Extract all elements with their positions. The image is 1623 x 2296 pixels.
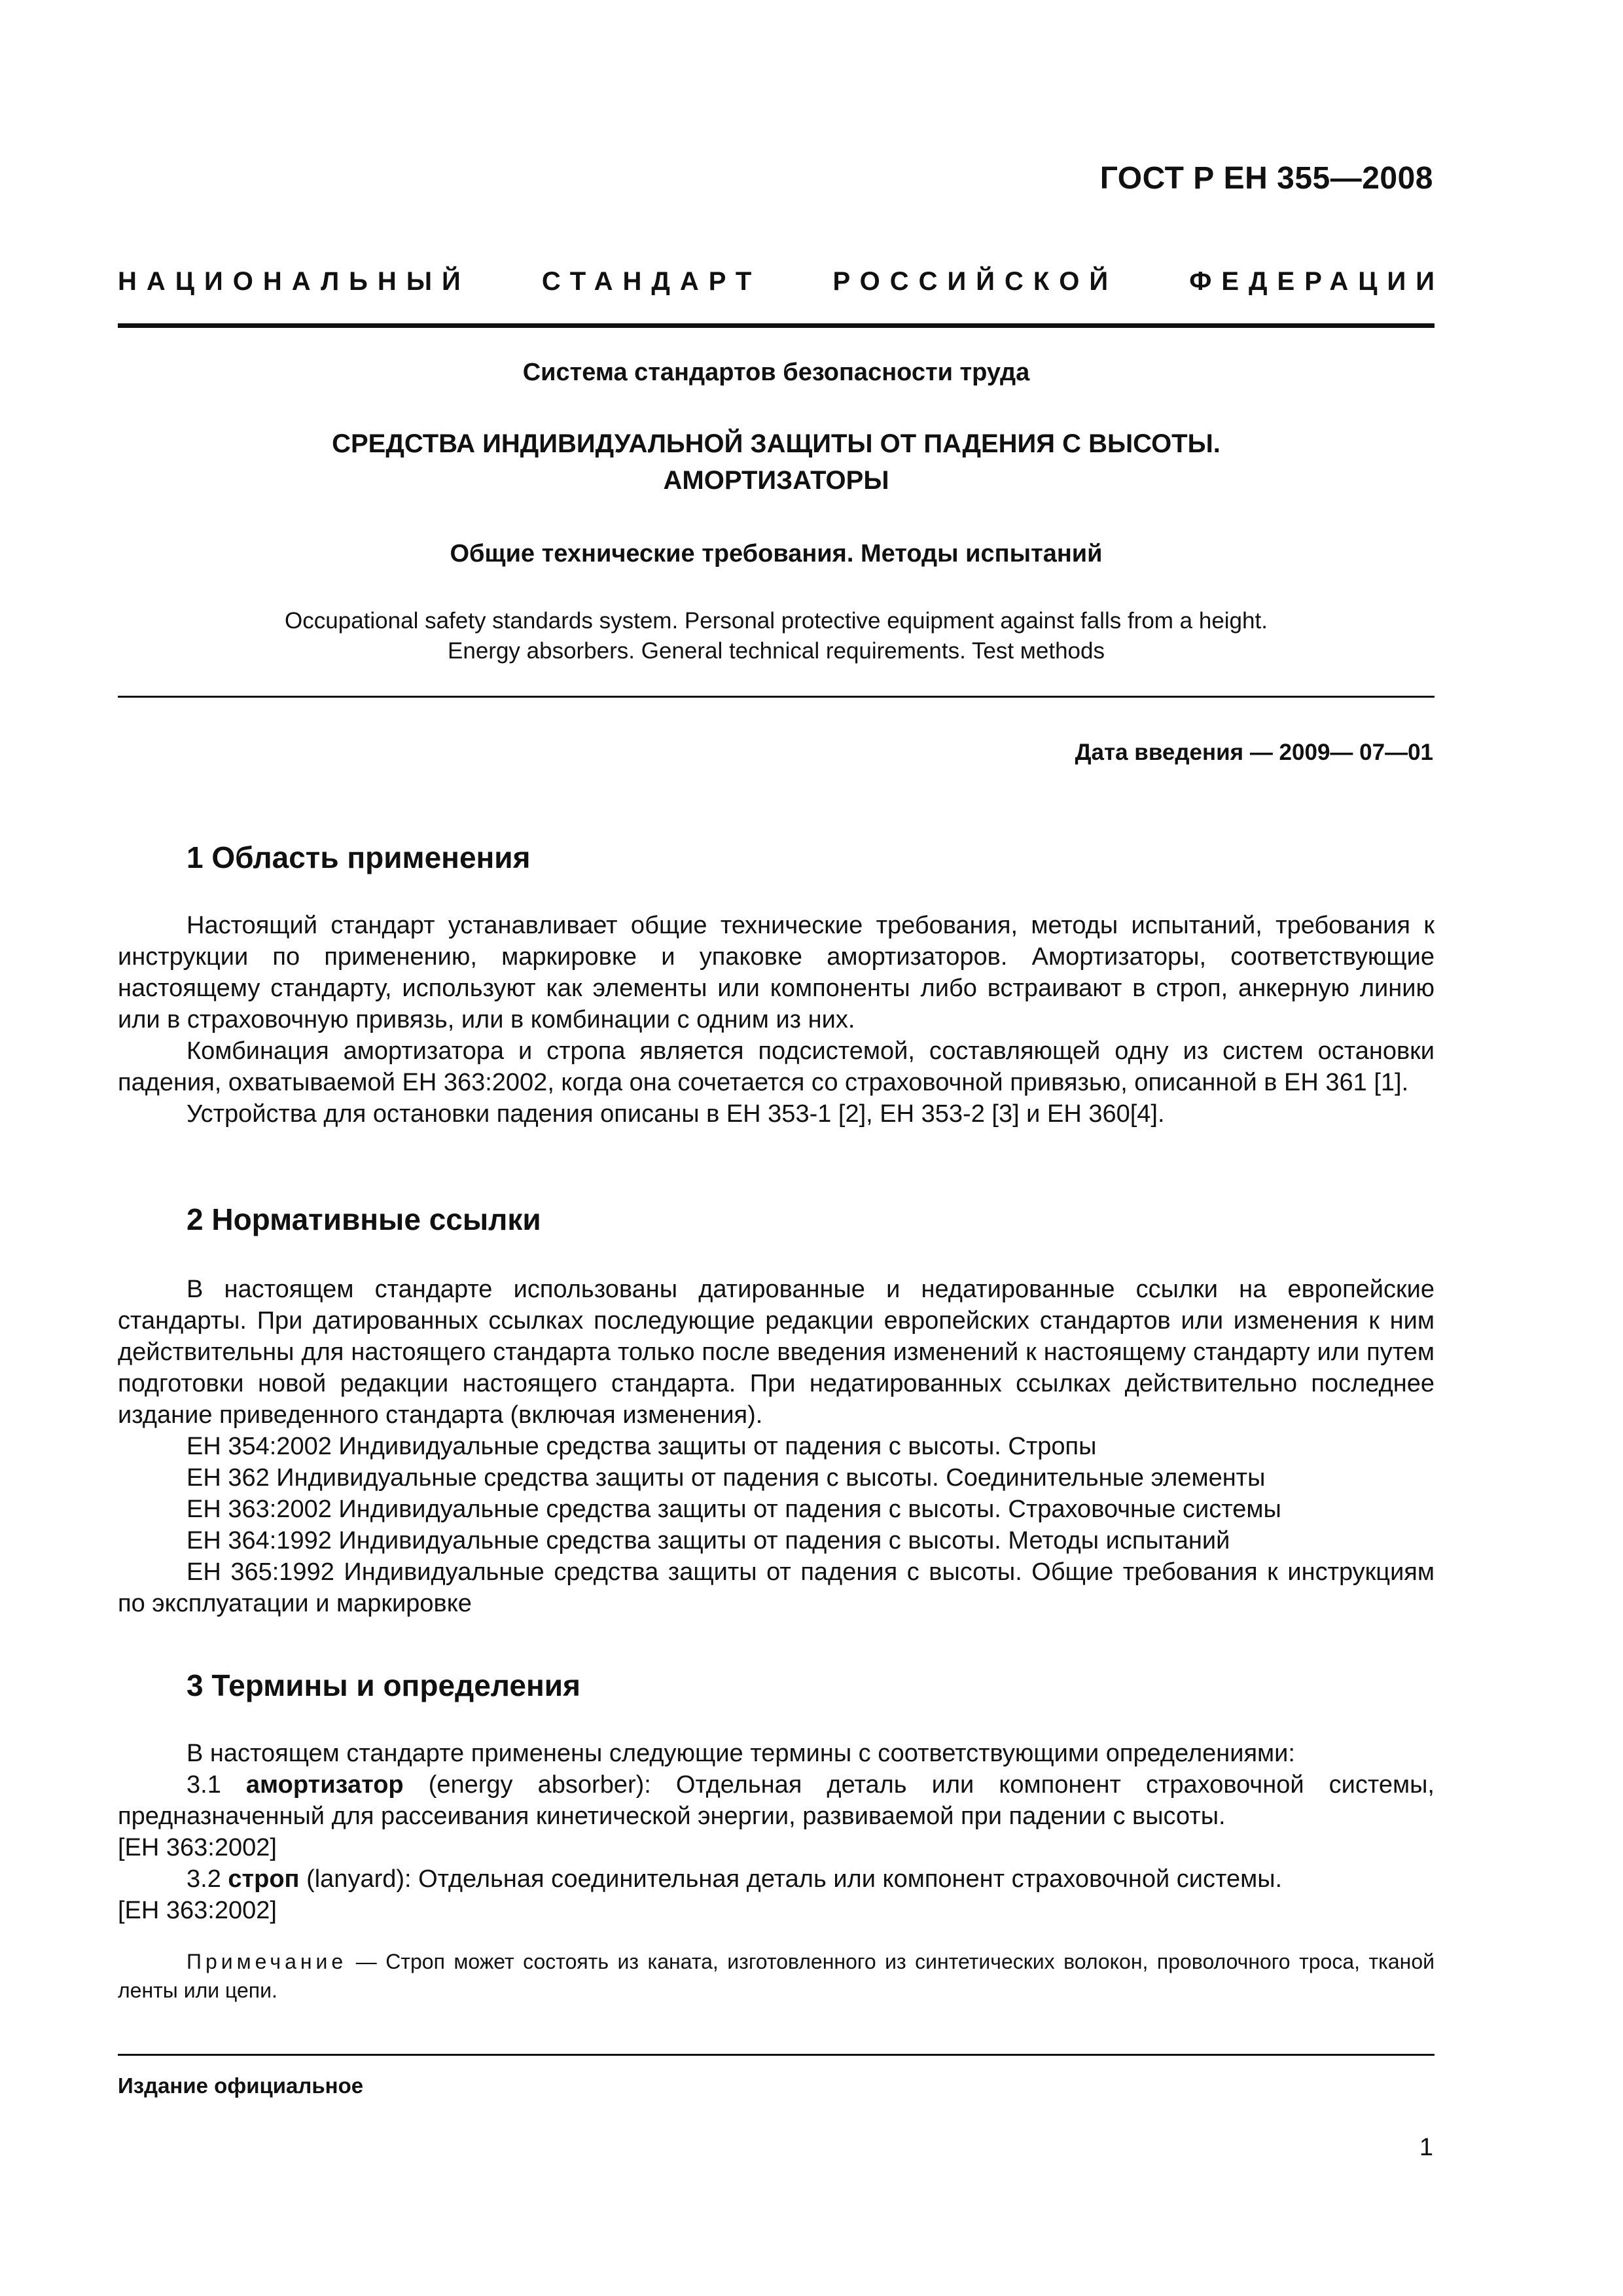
section-2-heading: 2 Нормативные ссылки — [187, 1202, 541, 1236]
header-divider — [118, 323, 1435, 328]
section-1-body — [118, 910, 1435, 1130]
page-number: 1 — [1419, 2134, 1433, 2161]
official-edition-label: Издание официальное — [118, 2073, 364, 2098]
term-number: 3.2 — [187, 1865, 221, 1893]
section-2-body — [118, 1274, 1435, 1619]
main-title — [118, 425, 1435, 499]
paragraph: Комбинация амортизатора и стропа является подсистемой, составляющей одну из систем остановки падения, охватываемой ЕН 363:2002, когда она сочетается со страховочной привязью, описанной в ЕН 361 [1]. — [118, 1037, 1435, 1096]
section-3-heading: 3 Термины и определения — [187, 1668, 580, 1702]
title-divider — [118, 696, 1435, 698]
term-source: [ЕН 363:2002] — [118, 1834, 277, 1861]
document-code: ГОСТ Р ЕН 355—2008 — [1099, 161, 1433, 196]
english-title-line-2: Energy absorbers. General technical requirements. Test мethods — [448, 638, 1105, 664]
term: амортизатор — [245, 1771, 404, 1799]
reference-item: ЕН 354:2002 Индивидуальные средства защиты от падения с высоты. Стропы — [187, 1433, 1097, 1460]
banner-word: НАЦИОНАЛЬНЫЙ — [118, 267, 471, 296]
banner-word: СТАНДАРТ — [541, 267, 762, 296]
term: строп — [228, 1865, 300, 1893]
section-3-body — [118, 1738, 1435, 1926]
national-standard-banner — [118, 267, 1444, 296]
reference-item: ЕН 365:1992 Индивидуальные средства защиты от падения с высоты. Общие требования к инструкциям по эксплуатации и маркировке — [118, 1558, 1435, 1617]
paragraph: Устройства для остановки падения описаны в ЕН 353-1 [2], ЕН 353-2 [3] и ЕН 360[4]. — [187, 1100, 1165, 1128]
term-text: (lanyard): Отдельная соединительная деталь или компонент страховочной системы. — [299, 1865, 1283, 1893]
banner-word: ФЕДЕРАЦИИ — [1189, 267, 1444, 296]
paragraph: В настоящем стандарте использованы датированные и недатированные ссылки на европейские стандарты. При датированных ссылках последующие редакции европейских стандартов или изменения к ним действительны для настоящего стандарта только после введения изменений к настоящему стандарту или путем подготовки новой редакции настоящего стандарта. При недатированных ссылках действительно последнее издание приведенного стандарта (включая изменения). — [118, 1276, 1435, 1429]
banner-word: РОССИЙСКОЙ — [832, 267, 1118, 296]
term-number: 3.1 — [187, 1771, 221, 1799]
paragraph: Настоящий стандарт устанавливает общие технические требования, методы испытаний, требования к инструкции по применению, маркировке и упаковке амортизаторов. Амортизаторы, соответствующие настоящему стандарту, используют как элементы или компоненты либо встраивают в строп, анкерную линию или в страховочную привязь, или в комбинации с одним из них. — [118, 912, 1435, 1033]
reference-item: ЕН 363:2002 Индивидуальные средства защиты от падения с высоты. Страховочные системы — [187, 1496, 1281, 1523]
term-definition — [118, 1863, 1435, 1895]
english-title-line-1: Occupational safety standards system. Personal protective equipment against falls from a height. — [285, 608, 1268, 634]
term-source: [ЕН 363:2002] — [118, 1897, 277, 1924]
term-text: (energy absorber): Отдельная деталь или компонент страховочной системы, предназначенный для рассеивания кинетической энергии, развиваемой при падении с высоты. — [118, 1771, 1435, 1830]
note-text: — Строп может состоять из каната, изготовленного из синтетических волокон, проволочного троса, тканой ленты или цепи. — [118, 1950, 1435, 2002]
footer-divider — [118, 2054, 1435, 2056]
term-definition — [118, 1769, 1435, 1832]
reference-item: ЕН 364:1992 Индивидуальные средства защиты от падения с высоты. Методы испытаний — [187, 1527, 1230, 1554]
introduction-date: Дата введения — 2009— 07—01 — [1075, 740, 1433, 765]
note-label: Примечание — [187, 1950, 348, 1973]
paragraph: В настоящем стандарте применены следующие термины с соответствующими определениями: — [187, 1740, 1295, 1767]
reference-item: ЕН 362 Индивидуальные средства защиты от падения с высоты. Соединительные элементы — [187, 1464, 1266, 1492]
standards-system-title: Система стандартов безопасности труда — [522, 359, 1030, 386]
section-1-heading: 1 Область применения — [187, 840, 531, 874]
main-title-line-1: СРЕДСТВА ИНДИВИДУАЛЬНОЙ ЗАЩИТЫ ОТ ПАДЕНИЯ С ВЫСОТЫ. — [332, 429, 1221, 458]
main-title-line-2: АМОРТИЗАТОРЫ — [663, 466, 889, 495]
subtitle: Общие технические требования. Методы испытаний — [450, 540, 1103, 567]
note — [118, 1947, 1435, 2005]
english-title — [118, 606, 1435, 666]
